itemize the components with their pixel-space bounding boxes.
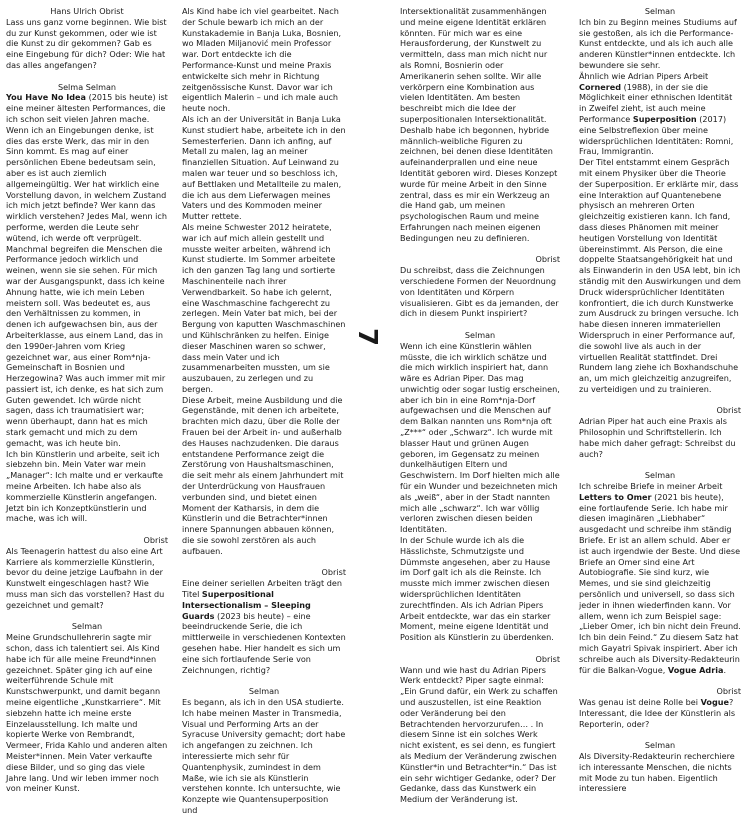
paragraph [400, 535, 560, 643]
text-column-2 [182, 6, 346, 815]
speaker-label [579, 686, 741, 697]
paragraph [579, 751, 741, 794]
work-title: Cornered [579, 81, 622, 92]
paragraph [182, 222, 346, 395]
paragraph-text: Lass uns ganz vorne beginnen. Wie bist du zur Kunst gekommen, oder wie ist die Kunst zu dir gekommen? Gab es eine Eingebung für dich? Oder: Wie hat das alles angefangen? [6, 16, 167, 70]
paragraph [579, 71, 741, 157]
paragraph-text: Du schreibst, dass die Zeichnungen verschiedene Formen der Neuordnung von Identitäten und Körpern visualisieren. Gibt es da jemanden, der dich in diesem Punkt inspiriert? [400, 265, 559, 319]
paragraph-text: Als Diversity-Redakteurin recherchiere ich interessante Menschen, die nichts mit Mode zu tun haben. Eigentlich interessiere [579, 750, 735, 794]
paragraph-text: ? Interessant, die Idee der Künstlerin als Reporterin, oder? [579, 697, 736, 729]
paragraph [400, 265, 560, 319]
speaker-label [6, 535, 168, 546]
speaker-name: Selman [464, 329, 496, 340]
paragraph-text: (2017) eine Selbstreflexion über meine widersprüchlichen Identitäten: Romni, Frau, Immigrantin. [579, 113, 734, 157]
paragraph-text: . [723, 664, 727, 675]
speaker-name: Selman [644, 740, 676, 751]
paragraph [182, 697, 346, 816]
speaker-name: Obrist [716, 405, 741, 416]
paragraph [400, 341, 560, 535]
paragraph [579, 416, 741, 459]
speaker-name: Obrist [716, 686, 741, 697]
paragraph-text: Es begann, als ich in den USA studierte. Ich habe meinen Master in Transmedia, Visual und Performing Arts an der Syracuse University gemacht; dort habe ich angefangen zu zeichnen. Ich interessierte mich sehr für Quantenphysik, zumindest in dem Maße, wie ich sie als Künstlerin verstehen konnte. Ich untersuchte, wie Konzepte wie Quantensuperposition und [182, 697, 346, 815]
text-column-3 [400, 6, 560, 805]
speaker-name: Selman [248, 686, 280, 697]
speaker-name: Selman [644, 470, 676, 481]
text-column-1 [6, 6, 168, 794]
speaker-name: Obrist [321, 567, 346, 578]
paragraph-text: Deshalb habe ich begonnen, hybride männlich-weibliche Figuren zu zeichnen, bei denen diese Identitäten aufeinanderprallen und eine neue Identität geboren wird. Dieses Konzept wurde für meine Arbeit in den Sinne zentral, dass es mir ein Werkzeug an die Hand gab, um meinen psychologischen Raum und meine Erfahrungen nach meinen eigenen Bedingungen neu zu definieren. [400, 124, 558, 243]
speaker-name: Selman [71, 621, 103, 632]
paragraph-text: Ich schreibe Briefe in meiner Arbeit [579, 481, 723, 492]
paragraph [182, 114, 346, 222]
paragraph-text: In der Schule wurde ich als die Hässlichste, Schmutzigste und Dümmste angesehen, aber zu Hause im Dorf galt ich als die Reinste. Ich musste mich immer zwischen diesen widersprüchlichen Identitäten zurechtfinden. Als ich Adrian Pipers Arbeit entdeckte, war das ein starker Moment, meine eigene Identität und Position als Künstlerin zu überdenken. [400, 535, 554, 643]
paragraph [400, 125, 560, 244]
paragraph [579, 481, 741, 675]
speaker-label [6, 82, 168, 93]
speaker-name: Obrist [535, 254, 560, 265]
work-title: Letters to Omer [579, 491, 652, 502]
paragraph-text: Als Teenagerin hattest du also eine Art Karriere als kommerzielle Künstlerin, bevor du deine jetzige Laufbahn in der Kunstwelt eingeschlagen hast? Wie muss man sich das vorstellen? Hast du gezeichnet und gemalt? [6, 545, 165, 610]
paragraph-text: Als meine Schwester 2012 heiratete, war ich auf mich allein gestellt und musste weiter arbeiten, während ich Kunst studierte. Im Sommer arbeitete ich den ganzen Tag lang und sortierte Maschinenteile nach ihrer Verwendbarkeit. So habe ich gelernt, eine Waschmaschine fachgerecht zu zerlegen. Mein Vater bat mich, bei der Bergung von kaputten Waschmaschinen und Kühlschränken zu helfen. Einige dieser Maschinen waren so schwer, dass mein Vater und ich zusammenarbeiten mussten, um sie auszubauen, zu zerlegen und zu bergen. [182, 221, 346, 394]
paragraph-text: Als Kind habe ich viel gearbeitet. Nach der Schule bewarb ich mich an der Kunstakademie in Banja Luka, Bosnien, wo Mladen Miljanović mein Professor war. Dort entdeckte ich die Performance-Kunst und meine Praxis entwickelte sich mehr in Richtung zeitgenössische Kunst. Davor war ich eigentlich Malerin – und ich male auch heute noch. [182, 6, 342, 114]
paragraph-text: (2021 bis heute), eine fortlaufende Serie. Ich habe mir diesen imaginären „Liebhaber“ ausgedacht und schreibe ihm ständig Briefe. Er ist an allem schuld. Aber er ist auch irgendwie der Beste. Und diese Briefe an Omer sind eine Art Autobiografie. Sie sind kurz, wie Memes, und sie sind gleichzeitig persönlich und universell, so dass sich jeder in ihnen wiederfinden kann. Vor allem, wenn ich zum Beispiel sage: „Lieber Omer, ich bin nicht dein Freund. Ich bin dein Feind.“ Zu diesem Satz hat mich Gayatri Spivak inspiriert. Aber ich schreibe auch als Diversity-Redakteurin für die Balkan-Vogue, [579, 491, 741, 675]
speaker-label [579, 405, 741, 416]
work-title: Superpositional Intersectionalism – Sleeping Guards [182, 589, 311, 621]
paragraph [6, 92, 168, 448]
paragraph-text: Ähnlich wie Adrian Pipers Arbeit [579, 70, 709, 81]
paragraph [182, 395, 346, 557]
speaker-label [579, 470, 741, 481]
paragraph [182, 578, 346, 675]
paragraph [182, 6, 346, 114]
paragraph-text: Als ich an der Universität in Banja Luka Kunst studiert habe, arbeitete ich in den Semesterferien. Dann ich anfing, auf Metall zu malen, lag an meiner finanziellen Situation. Auf Leinwand zu malen war teuer und so beschloss ich, auf Bettlaken und Metallteile zu malen, die ich aus dem Lieferwagen meines Vaters und des Kommoden meiner Mutter rettete. [182, 113, 346, 222]
work-title: Vogue [700, 697, 730, 707]
speaker-label [400, 654, 560, 665]
paragraph [579, 17, 741, 71]
paragraph-text: Diese Arbeit, meine Ausbildung und die Gegenstände, mit denen ich arbeitete, brachten mich dazu, über die Rolle der Frauen bei der Arbeit in- und außerhalb des Hauses nachzudenken. Die daraus entstandene Performance zeigt die Zerstörung von Haushaltsmaschinen, die seit mehr als einem Jahrhundert mit der Unterdrückung von Hausfrauen verbunden sind, und bietet einen Moment der Katharsis, in dem die Künstlerin und die Betrachter*innen innere Spannungen abbauen können, die sie sowohl zerstören als auch aufbauen. [182, 394, 344, 556]
paragraph-text: Was genau ist deine Rolle bei [579, 697, 701, 707]
paragraph [6, 632, 168, 794]
paragraph-text: Intersektionalität zusammenhängen und meine eigene Identität erklären könnten. Für mich war es eine Herausforderung, der Kunstwelt zu vermitteln, dass man mich nicht nur als Romni, Bosnierin oder Amerikanerin sehen sollte. Wir alle verkörpern eine Kombination aus vielen Identitäten. Am besten beschreibt mich die Idee der superpositionalen Intersektionalität. [400, 6, 548, 124]
paragraph-text: (2015 bis heute) ist eine meiner ältesten Performances, die ich schon seit vielen Jahren mache. Wenn ich an Eingebungen denke, ist dies das erste Werk, das mir in den Sinn kommt. Es mag auf einer persönlichen Ebene bedeutsam sein, aber es ist auch ziemlich allgemeingültig. Wer hat wirklich eine Vorstellung davon, in welchem Zustand ich mich jetzt befinde? Wer kann das wirklich verstehen? Jedes Mal, wenn ich performe, werden die Leute sehr wütend, ich werde oft verprügelt. Manchmal begreifen die Menschen die Performance jedoch wirklich und weinen, wenn sie sie sehen. Für mich war der Ausgangspunkt, dass ich keine Ahnung hatte, wie ich mein Leben meistern soll. Was bedeutet es, aus den Verhältnissen zu kommen, in denen ich aufgewachsen bin, aus der Arbeiterklasse, aus einem Land, das in den 1990er-Jahren vom Krieg gezeichnet war, aus einer Rom*nja-Gemeinschaft in Bosnien und Herzegowina? Was auch immer mit mir passiert ist, ich denke, es hat sich zum Guten gewendet. Ich würde nicht sagen, dass ich traumatisiert war; wenn überhaupt, dann hat es mich stark gemacht und mich zu dem gemacht, was ich heute bin. [6, 92, 168, 448]
speaker-label [182, 686, 346, 697]
paragraph-text: Meine Grundschullehrerin sagte mir schon, dass ich talentiert sei. Als Kind habe ich für alle meine Freund*innen gezeichnet. Später ging ich auf eine weiterführende Schule mit Kunstschwerpunkt, und damit begann meine eigentliche „Kunstkarriere“. Mit siebzehn hatte ich meine erste Einzelausstellung. Ich malte und kopierte Werke von Rembrandt, Vermeer, Frida Kahlo und anderen alten Meister*innen. Mein Vater verkaufte diese Bilder, und so ging das viele Jahre lang. Und wir leben immer noch von meiner Kunst. [6, 632, 168, 794]
paragraph-text: Eine deiner seriellen Arbeiten trägt den Titel [182, 578, 343, 600]
speaker-label [182, 567, 346, 578]
page-number: 7 [352, 327, 383, 347]
paragraph [400, 665, 560, 805]
paragraph-text: Der Titel entstammt einem Gespräch mit einem Physiker über die Theorie der Superposition. Er erklärte mir, dass eine Interaktion auf Quantenebene physisch an mehreren Orten gleichzeitig existieren kann. Ich fand, dass dieses Phänomen mit meiner heutigen Vorstellung von Identität übereinstimmt. Als Person, die eine doppelte Staatsangehörigkeit hat und als Einwanderin in den USA lebt, bin ich ständig mit den Auswirkungen und dem Druck widersprüchlicher Identitäten konfrontiert, die ich durch Kunstwerke zum Ausdruck zu bringen versuche. Ich habe diesen inneren immateriellen Widerspruch in einer Performance auf, die sowohl live als auch in der virtuellen Realität stattfindet. Drei Rundem lang ziehe ich Boxhandschuhe an, um mich gleichzeitig anzugreifen, zu verteidigen und zu trainieren. [579, 157, 741, 394]
paragraph [579, 157, 741, 395]
speaker-label [579, 6, 741, 17]
paragraph [6, 546, 168, 611]
paragraph [6, 17, 168, 71]
speaker-name: Selma Selman [57, 81, 117, 92]
speaker-name: Hans Ulrich Obrist [50, 6, 124, 16]
paragraph-text: Adrian Piper hat auch eine Praxis als Philosophin und Schriftstellerin. Ich habe mich daher gefragt: Schreibst du auch? [579, 416, 736, 459]
paragraph-text: Ich bin Künstlerin und arbeite, seit ich siebzehn bin. Mein Vater war mein „Manager“: Ich malte und er verkaufte meine Arbeiten. Ich habe also als kommerzielle Künstlerin angefangen. Jetzt bin ich Konzeptkünstlerin und mache, was ich will. [6, 448, 163, 524]
paragraph-text: Wann und wie hast du Adrian Pipers Werk entdeckt? Piper sagte einmal: „Ein Grund dafür, ein Werk zu schaffen und auszustellen, ist eine Reaktion oder Veränderung bei den Betrachtenden hervorzurufen… . In diesem Sinne ist ein solches Werk nicht existent, es sei denn, es fungiert als Medium der Veränderung zwischen Künstler*in und Betrachter*in.“ Das ist ein sehr wichtiger Gedanke, oder? Der Gedanke, dass das Kunstwerk ein Medium der Veränderung ist. [400, 664, 558, 805]
paragraph-text: Ich bin zu Beginn meines Studiums auf sie gestoßen, als ich die Performance-Kunst entdeckte, und als ich auch alle anderen Künstler*innen entdeckte. Ich bewundere sie sehr. [579, 16, 737, 70]
paragraph-text: (2023 bis heute) – eine beeindruckende Serie, die ich mittlerweile in verschiedenen Kontexten gesehen habe. Hier handelt es sich um eine sich fortlaufende Serie von Zeichnungen, richtig? [182, 610, 346, 675]
work-title: Superposition [632, 113, 697, 124]
text-column-4 [579, 6, 741, 794]
work-title: You Have No Idea [6, 92, 86, 103]
work-title: Vogue Adria [667, 664, 724, 675]
speaker-label [400, 330, 560, 341]
speaker-label [400, 254, 560, 265]
speaker-label [6, 6, 168, 17]
speaker-name: Obrist [535, 653, 560, 664]
paragraph [579, 697, 741, 729]
paragraph [400, 6, 560, 125]
paragraph-text: (1988), in der sie die Möglichkeit einer ethnischen Identität in Zweifel zieht, ist auch meine Performance [579, 81, 733, 124]
paragraph [6, 449, 168, 525]
speaker-label [579, 740, 741, 751]
speaker-label [6, 621, 168, 632]
speaker-name: Obrist [143, 535, 168, 546]
speaker-name: Selman [644, 6, 676, 16]
paragraph-text: Wenn ich eine Künstlerin wählen müsste, die ich wirklich schätze und die mich wirklich inspiriert hat, dann wäre es Adrian Piper. Das mag unwichtig oder sogar lustig erscheinen, aber ich bin in eine Rom*nja-Dorf aufgewachsen und die Menschen auf dem Balkan nannten uns Rom*nja oft „Z***“ oder „Schwarz“. Ich wurde mit blasser Haut und grünen Augen geboren, im Gegensatz zu meinen dunkelhäutigen Eltern und Geschwistern. Im Dorf hielten mich alle für ein Wunder und bezeichneten mich als „weiß“, aber in der Stadt nannten mich alle „schwarz“. Ich war völlig verloren zwischen diesen beiden Identitäten. [400, 340, 560, 535]
